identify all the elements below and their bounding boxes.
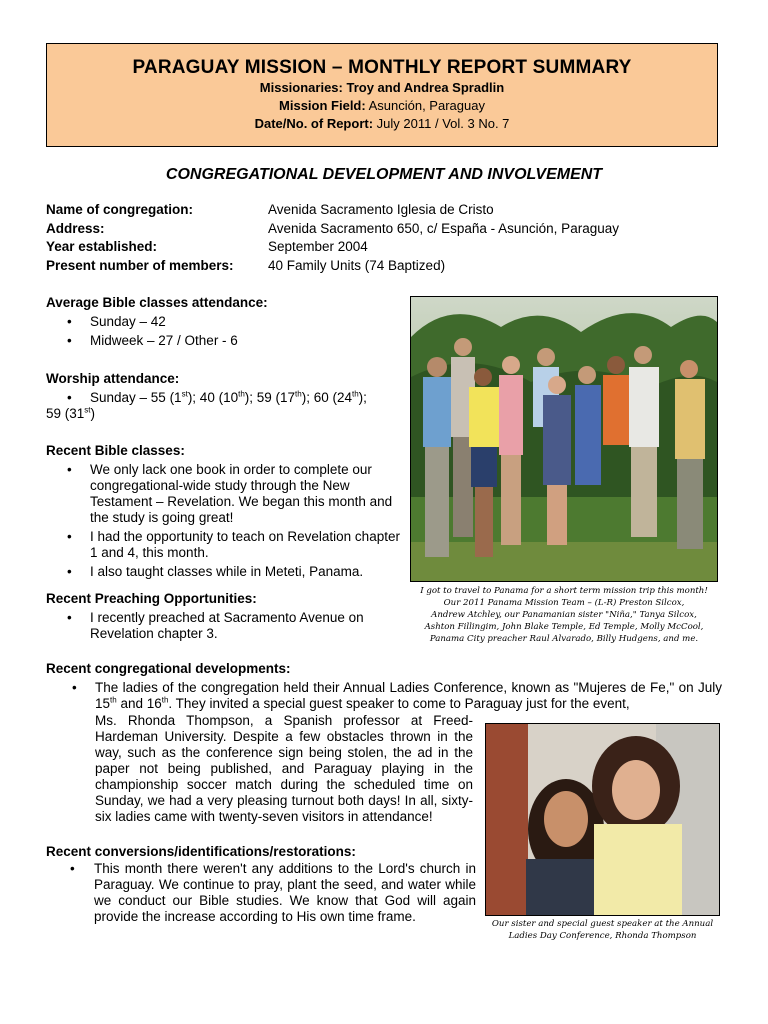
worship-block [46,371,401,422]
preaching-heading: Recent Preaching Opportunities: [46,591,257,606]
list-item: • I recently preached at Sacramento Avenue on Revelation chapter 3. [46,610,386,642]
recent-classes-heading: Recent Bible classes: [46,443,185,458]
list-item: • Midweek – 27 / Other - 6 [46,333,401,349]
congregation-info [46,201,686,275]
developments-block [46,661,722,712]
conversions-block [46,844,476,925]
preaching-block [46,591,386,645]
worship-heading: Worship attendance: [46,371,180,386]
speaker-photo-caption: Our sister and special guest speaker at the Annual Ladies Day Conference, Rhonda Thompson [491,919,714,941]
speaker-photo [485,723,720,916]
missionaries-line: Missionaries: Troy and Andrea Spradlin [259,80,505,95]
mission-field-line: Mission Field: Asunción, Paraguay [279,98,485,113]
conversions-heading: Recent conversions/identifications/restorations: [46,844,356,859]
bible-attendance-heading: Average Bible classes attendance: [46,295,268,310]
developments-body: Ms. Rhonda Thompson, a Spanish professor at Freed-Hardeman University. Despite a few obstacles thrown in the way, such as the conference sign being stolen, the ad in the paper not being published, and Paraguay playing in the championship soccer match during the scheduled time on Sunday, we had a very pleasing turnout both days! In all, sixty-six ladies came with twenty-seven visitors in attendance! [95,713,473,824]
section-title: CONGREGATIONAL DEVELOPMENT AND INVOLVEMENT [165,166,603,183]
developments-heading: Recent congregational developments: [46,661,291,676]
conversions-text: • This month there weren't any additions to the Lord's church in Paraguay. We continue to pray, plant the seed, and water while we conduct our Bible studies. We know that God will again provide the increase according to His own time frame. [70,861,476,924]
list-item: • I also taught classes while in Meteti, Panama. [46,564,403,580]
list-item: • Sunday – 55 (1st); 40 (10th); 59 (17th); 60 (24th); [46,390,401,406]
info-row: Name of congregation: Avenida Sacramento Iglesia de Cristo [46,202,494,217]
worship-continuation: 59 (31st) [46,405,96,421]
report-title: PARAGUAY MISSION – MONTHLY REPORT SUMMARY [132,57,632,78]
team-photo-caption: I got to travel to Panama for a short term mission trip this month! Our 2011 Panama Mission Team – (L-R) Preston Silcox, Andrew Atchley, our Panamanian sister "Niña," Tanya Silcox, Ashton Fillingim, John Blake Temple, Ed Temple, Molly McCool, Panama City preacher Raul Alvarado, Billy Hudgens, and me. [420,586,708,644]
list-item: • I had the opportunity to teach on Revelation chapter 1 and 4, this month. [46,529,403,561]
team-photo [410,296,718,582]
info-row: Present number of members: 40 Family Units (74 Baptized) [46,257,446,273]
info-row: Address: Avenida Sacramento 650, c/ España - Asunción, Paraguay [46,220,619,236]
report-date-line: Date/No. of Report: July 2011 / Vol. 3 No. 7 [254,116,510,131]
info-row: Year established: September 2004 [46,239,368,254]
bible-attendance-block [46,295,401,352]
report-header [46,43,718,147]
developments-intro: • The ladies of the congregation held their Annual Ladies Conference, known as "Mujeres de Fe," on July 15th and 16th. They invited a special guest speaker to come to Paraguay just for the event, [72,680,722,711]
list-item: • Sunday – 42 [46,314,401,330]
list-item: • We only lack one book in order to complete our congregational-wide study through the New Testament – Revelation. We began this month and the study is going great! [46,462,403,526]
recent-classes-block [46,443,403,583]
